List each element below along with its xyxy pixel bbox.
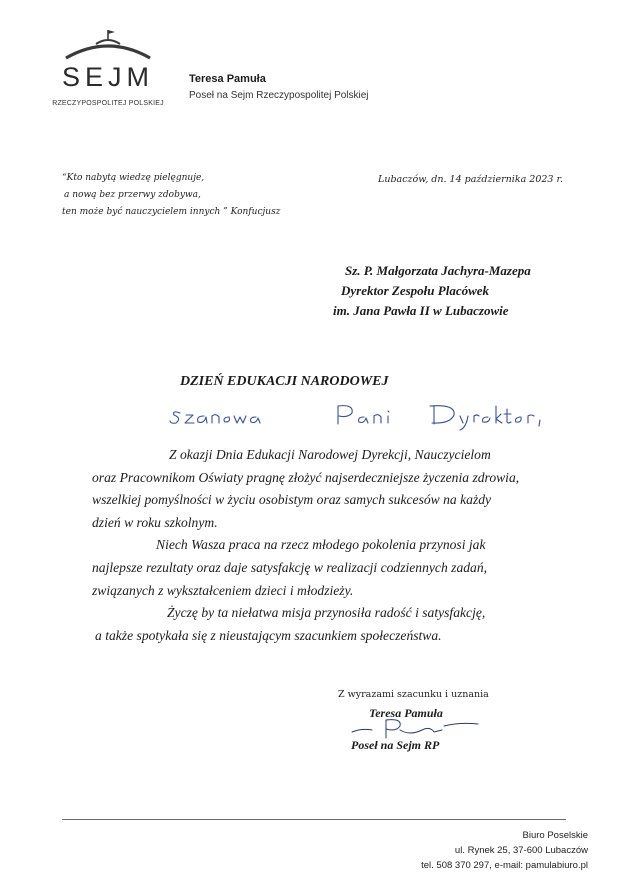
quote-line: ten może być nauczycielem innych ” Konfucjusz (62, 207, 281, 217)
closing-regards: Z wyrazami szacunku i uznania (338, 689, 489, 700)
sejm-dome-icon (58, 28, 158, 62)
body-line: Niech Wasza praca na rzecz młodego pokolenia przynosi jak (156, 537, 486, 553)
body-line: dzień w roku szkolnym. (92, 514, 218, 530)
logo-word: SEJM (61, 62, 154, 92)
addressee-block (333, 261, 531, 321)
handwritten-salutation (168, 400, 568, 432)
quote-line: a nową bez przerwy zdobywa, (64, 190, 201, 200)
sender-block (189, 73, 369, 101)
addressee-line: im. Jana Pawła II w Lubaczowie (333, 303, 509, 318)
footer-address: ul. Rynek 25, 37-600 Lubaczów (454, 845, 588, 856)
letter-body (92, 444, 572, 647)
sender-title: Poseł na Sejm Rzeczypospolitej Polskiej (189, 90, 369, 101)
letter-date: Lubaczów, dn. 14 października 2023 r. (378, 174, 563, 185)
closing-title: Poseł na Sejm RP (351, 738, 440, 752)
body-line: Z okazji Dnia Edukacji Narodowej Dyrekcji, Nauczycielom (169, 447, 491, 462)
body-line: Życzę by ta niełatwa misja przynosiła radość i satysfakcję, (167, 605, 486, 621)
addressee-line: Sz. P. Małgorzata Jachyra-Mazepa (345, 263, 531, 278)
epigraph-quote (62, 170, 280, 221)
quote-line: “Kto nabytą wiedzę pielęgnuje, (62, 173, 205, 183)
sender-name: Teresa Pamuła (189, 73, 266, 85)
closing-name: Teresa Pamuła (369, 706, 443, 720)
footer-divider (62, 819, 566, 820)
footer-block (421, 828, 588, 873)
footer-office: Biuro Poselskie (522, 830, 588, 841)
letter-heading: DZIEŃ EDUKACJI NARODOWEJ (180, 374, 389, 389)
footer-contact: tel. 508 370 297, e-mail: pamulabiuro.pl (421, 860, 588, 871)
logo-subtitle: RZECZYPOSPOLITEJ POLSKIEJ (52, 100, 164, 107)
body-line: najlepsze rezultaty oraz daje satysfakcję w realizacji codziennych zadań, (92, 559, 488, 575)
body-line: oraz Pracownikom Oświaty pragnę złożyć najserdeczniejsze życzenia zdrowia, (92, 469, 520, 485)
body-line: związanych z wykształceniem dzieci i młodzieży. (92, 582, 354, 598)
body-line: a także spotykała się z nieustającym szacunkiem społeczeństwa. (95, 627, 442, 643)
addressee-line: Dyrektor Zespołu Placówek (341, 283, 490, 298)
sejm-logo (46, 28, 166, 108)
body-line: wszelkiej pomyślności w życiu osobistym oraz samych sukcesów na każdy (92, 492, 492, 508)
